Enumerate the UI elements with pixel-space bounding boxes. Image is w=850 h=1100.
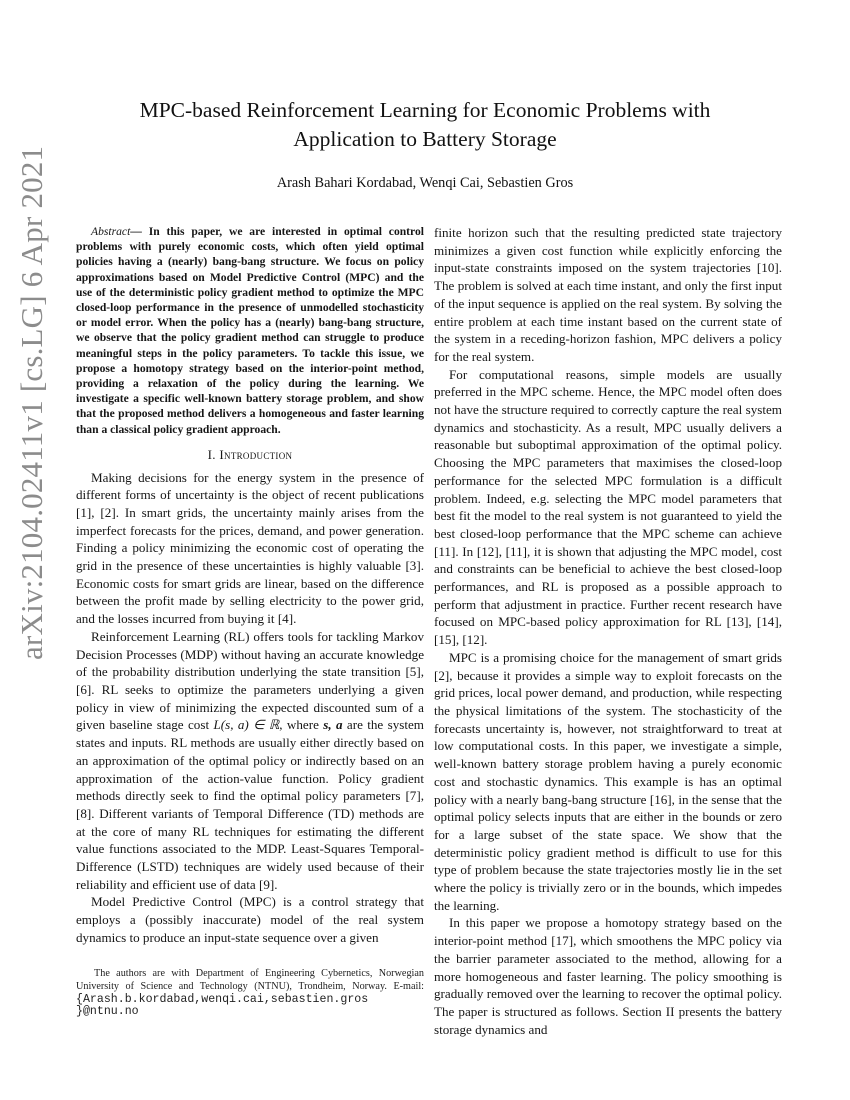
author-affiliation-footnote xyxy=(76,968,424,1019)
footnote-affiliation: The authors are with Department of Engineering Cybernetics, Norwegian University of Science and Technology (NTNU), Trondheim, Norway. E-mail: xyxy=(76,968,424,992)
right-paragraph-3: MPC is a promising choice for the management of smart grids [2], because it provides a simple way to exploit forecasts on the grid prices, local power demand, and production, while respecting the physical limitations of the system. The stochasticity of the forecasts uncertainty is, however, not straightforward to treat at low computational costs. In this paper, we investigate a simple, well-known battery storage problem having a purely economic cost and stochastic dynamics. This example is has an optimal policy with a nearly bang-bang structure [16], in the sense that the optimal policy selects inputs that are either in the bounds or zero for a large subset of the state space. We show that the deterministic policy gradient method is difficult to use for this type of problem because the state trajectories mostly lie in the set where the policy is trivially zero or in the bounds, which impedes the learning. xyxy=(434,649,782,913)
stage-cost-math: L(s, a) ∈ ℝ xyxy=(213,717,280,733)
abstract-text: In this paper, we are interested in optimal control problems with purely economic costs, which often yield optimal policies having a (nearly) bang-bang structure. We focus on policy approximations based on Model Predictive Control (MPC) and the use of the deterministic policy gradient method to optimize the MPC closed-loop performance in the presence of unmodelled stochasticity or model error. When the policy has a (nearly) bang-bang structure, we observe that the policy gradient method can struggle to produce meaningful steps in the policy parameters. To tackle this issue, we propose a homotopy strategy based on the interior-point method, providing a relaxation of the policy during the learning. We investigate a specific well-known battery storage problem, and show that the proposed method delivers a homogeneous and faster learning than a classical policy gradient approach. xyxy=(76,225,424,436)
right-column xyxy=(434,224,782,1038)
right-paragraph-2: For computational reasons, simple models are usually preferred in the MPC scheme. Hence, the MPC model often does not have the structure required to correctly capture the real system dynamics and stochasticity. As a result, MPC usually delivers a reasonable but suboptimal approximation of the optimal policy. Choosing the MPC parameters that maximises the closed-loop performance for the selected MPC formulation is a difficult problem. Indeed, e.g. selecting the MPC model parameters that best fit the model to the real system is not guaranteed to yield the best closed-loop performance that the MPC scheme can achieve [11]. In [12], [11], it is shown that adjusting the MPC model, cost and constraints can be beneficial to achieve the best closed-loop performances, and RL is proposed as a possible approach to perform that adjustment in practice. Further recent research have focused on MPC-based policy approximation for RL [13], [14], [15], [12]. xyxy=(434,366,782,648)
section-heading-introduction: I. Introduction xyxy=(207,446,293,462)
abstract-label: Abstract xyxy=(91,225,131,238)
footnote-emails: {Arash.b.kordabad,wenqi.cai,sebastien.gros }@ntnu.no xyxy=(76,992,369,1019)
state-input-math: s, a xyxy=(323,717,343,733)
paper-title xyxy=(0,96,850,154)
left-column xyxy=(76,224,424,947)
paper-title-line-2: Application to Battery Storage xyxy=(293,127,557,151)
paper-title-line-1: MPC-based Reinforcement Learning for Economic Problems with xyxy=(139,98,711,122)
intro-paragraph-1: Making decisions for the energy system in the presence of different forms of uncertainty is the object of recent publications [1], [2]. In smart grids, the uncertainty mainly arises from the imperfect forecasts for the prices, demand, and power generation. Finding a policy minimizing the economic cost of operating the grid in the presence of these uncertainties is highly valuable [3]. Economic costs for smart grids are linear, based on the difference between the profit made by selling electricity to the power grid, and the losses incurred from buying it [4]. xyxy=(76,469,424,627)
right-paragraph-4: In this paper we propose a homotopy strategy based on the interior-point method [17], which smoothens the MPC policy via the barrier parameter associated to the method, allowing for a more homogeneous and faster learning. The policy smoothing is gradually removed over the learning to recover the optimal policy. The paper is structured as follows. Section II presents the battery storage dynamics and xyxy=(434,915,782,1037)
intro-paragraph-2-text-c: are the system states and inputs. RL methods are usually either directly based on an approximation of the optimal policy or indirectly based on an approximation of the action-value function. Policy gradient methods directly seek to find the optimal policy parameters [7], [8]. Different variants of Temporal Difference (TD) methods are at the core of many RL techniques for estimating the different value functions associated to the MDP. Least-Squares Temporal-Difference (LSTD) techniques are widely used because of their reliability and efficient use of data [9]. xyxy=(76,717,424,892)
abstract xyxy=(76,224,424,437)
abstract-dash: — xyxy=(130,225,142,238)
right-paragraph-1: finite horizon such that the resulting predicted state trajectory minimizes a given cost function while explicitly enforcing the input-state constraints imposed on the system trajectories [10]. The problem is solved at each time instant, and only the first input of the input sequence is applied on the real system. By solving the entire problem at each time instant based on the current state of the system in a receding-horizon fashion, MPC delivers a policy for the real system. xyxy=(434,225,782,364)
intro-paragraph-2-text-b: , where xyxy=(279,717,324,733)
intro-paragraph-3: Model Predictive Control (MPC) is a control strategy that employs a (possibly inaccurate) model of the real system dynamics to produce an input-state sequence over a given xyxy=(76,894,424,945)
footnote-text xyxy=(76,968,424,1019)
author-list: Arash Bahari Kordabad, Wenqi Cai, Sebastien Gros xyxy=(276,175,574,191)
intro-paragraph-2 xyxy=(76,628,424,894)
intro-paragraph-2-text-a: Reinforcement Learning (RL) offers tools for tackling Markov Decision Processes (MDP) without having an accurate knowledge of the probability distribution underlying the state transition [5], [6]. RL seeks to optimize the parameters underlying a given policy in view of minimizing the expected discounted sum of a given baseline stage cost xyxy=(76,628,424,733)
arxiv-identifier-stamp: arXiv:2104.02411v1 [cs.LG] 6 Apr 2021 xyxy=(14,145,49,660)
